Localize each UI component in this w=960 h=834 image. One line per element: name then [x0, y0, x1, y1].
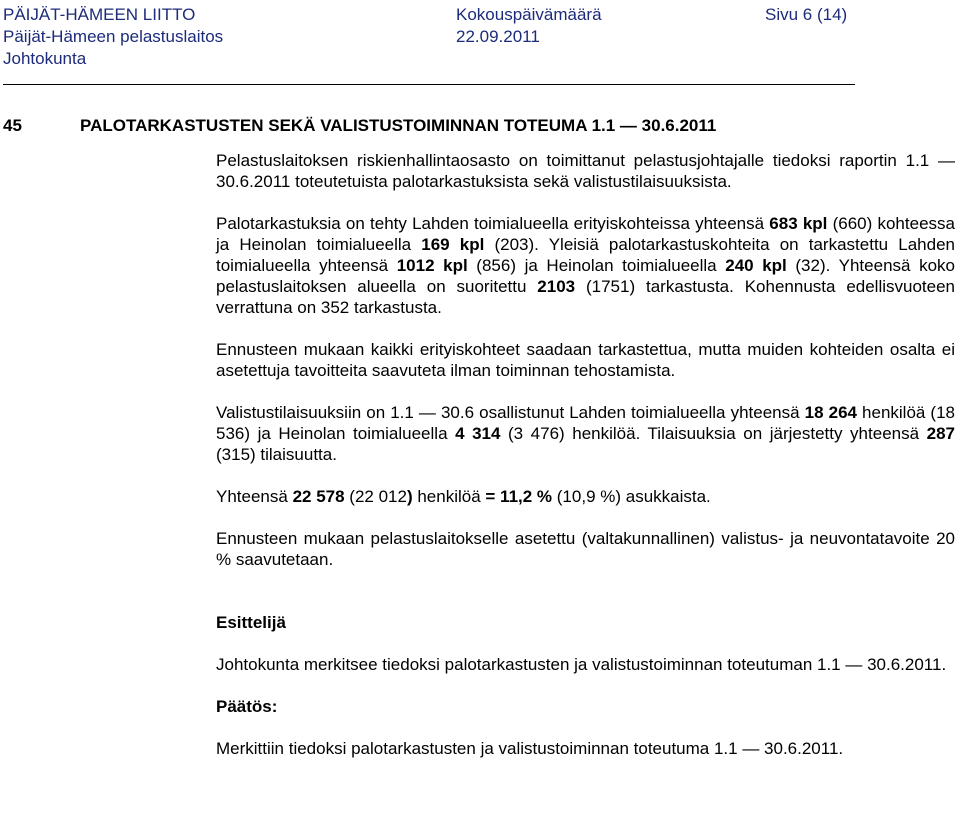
section-number: 45 [3, 116, 22, 135]
header-org: PÄIJÄT-HÄMEEN LIITTO [3, 5, 196, 24]
bold-value: 287 [926, 424, 955, 443]
bold-value: 4 314 [455, 424, 501, 443]
decision-heading: Päätös: [216, 697, 278, 716]
bold-value: 169 kpl [421, 235, 485, 254]
section-heading [3, 116, 716, 136]
presenter-heading: Esittelijä [216, 613, 286, 632]
header-date-value: 22.09.2011 [456, 27, 540, 46]
text-run: (10,9 %) asukkaista. [552, 487, 711, 506]
bold-value: 2103 [537, 277, 576, 296]
paragraph-forecast: Ennusteen mukaan kaikki erityiskohteet saadaan tarkastettua, mutta muiden kohteiden osalta ei asetettuja tavoitteita saavuteta ilman toiminnan tehostamista. [216, 340, 955, 380]
text-run: (1751) tarkastusta. Kohennusta edellisvuoteen verrattuna on 352 tarkastusta. [216, 277, 956, 317]
text-run: Palotarkastuksia on tehty Lahden toimialueella erityiskohteissa yhteensä [216, 214, 770, 233]
text-run: Valistustilaisuuksiin on 1.1 — 30.6 osallistunut Lahden toimialueella yhteensä [216, 403, 805, 422]
text-run: (32). Yhteensä koko pelastuslaitoksen alueella on suoritettu [216, 256, 955, 296]
bold-value: 683 kpl [769, 214, 828, 233]
document-body [216, 150, 955, 759]
text-run: (856) ja Heinolan toimialueella [467, 256, 726, 275]
bold-value: 18 264 [804, 403, 857, 422]
header-body: Johtokunta [3, 49, 87, 68]
text-run: (203). Yleisiä palotarkastuskohteita on tarkastettu Lahden toimialueella yhteensä [216, 235, 955, 275]
bold-value: 240 kpl [725, 256, 787, 275]
presenter-proposal: Johtokunta merkitsee tiedoksi palotarkastusten ja valistustoiminnan toteutuman 1.1 — 30.6.2011. [216, 655, 947, 674]
paragraph-report: Pelastuslaitoksen riskienhallintaosasto on toimittanut pelastusjohtajalle tiedoksi raportin 1.1 — 30.6.2011 toteutetuista palotarkastuksista sekä valistustilaisuuksista. [216, 151, 955, 191]
paragraph-total [216, 486, 955, 507]
text-run: henkilöä [412, 487, 486, 506]
header-unit: Päijät-Hämeen pelastuslaitos [3, 27, 224, 46]
decision-text: Merkittiin tiedoksi palotarkastusten ja valistustoiminnan toteutuma 1.1 — 30.6.2011. [216, 739, 844, 758]
bold-value: 1012 kpl [396, 256, 468, 275]
text-run: (660) kohteessa ja Heinolan toimialueella [216, 214, 955, 254]
paragraph-target: Ennusteen mukaan pelastuslaitokselle asetettu (valtakunnallinen) valistus- ja neuvontatavoite 20 % saavutetaan. [216, 529, 955, 569]
paragraph-events [216, 402, 955, 465]
section-title: PALOTARKASTUSTEN SEKÄ VALISTUSTOIMINNAN TOTEUMA 1.1 — 30.6.2011 [80, 116, 717, 135]
bold-value: = 11,2 % [485, 487, 553, 506]
text-run: henkilöä (18 536) ja Heinolan toimialueella [216, 403, 956, 443]
paragraph-inspections [216, 213, 955, 318]
bold-value: 22 578 [292, 487, 345, 506]
bold-value: ) [406, 487, 413, 506]
header-divider [3, 84, 855, 85]
text-run: (22 012 [344, 487, 407, 506]
header-date-label: Kokouspäivämäärä [456, 5, 602, 24]
header-page-number: Sivu 6 (14) [765, 5, 848, 24]
text-run: Yhteensä [216, 487, 293, 506]
text-run: (3 476) henkilöä. Tilaisuuksia on järjestetty yhteensä [500, 424, 927, 443]
text-run: (315) tilaisuutta. [216, 445, 337, 464]
